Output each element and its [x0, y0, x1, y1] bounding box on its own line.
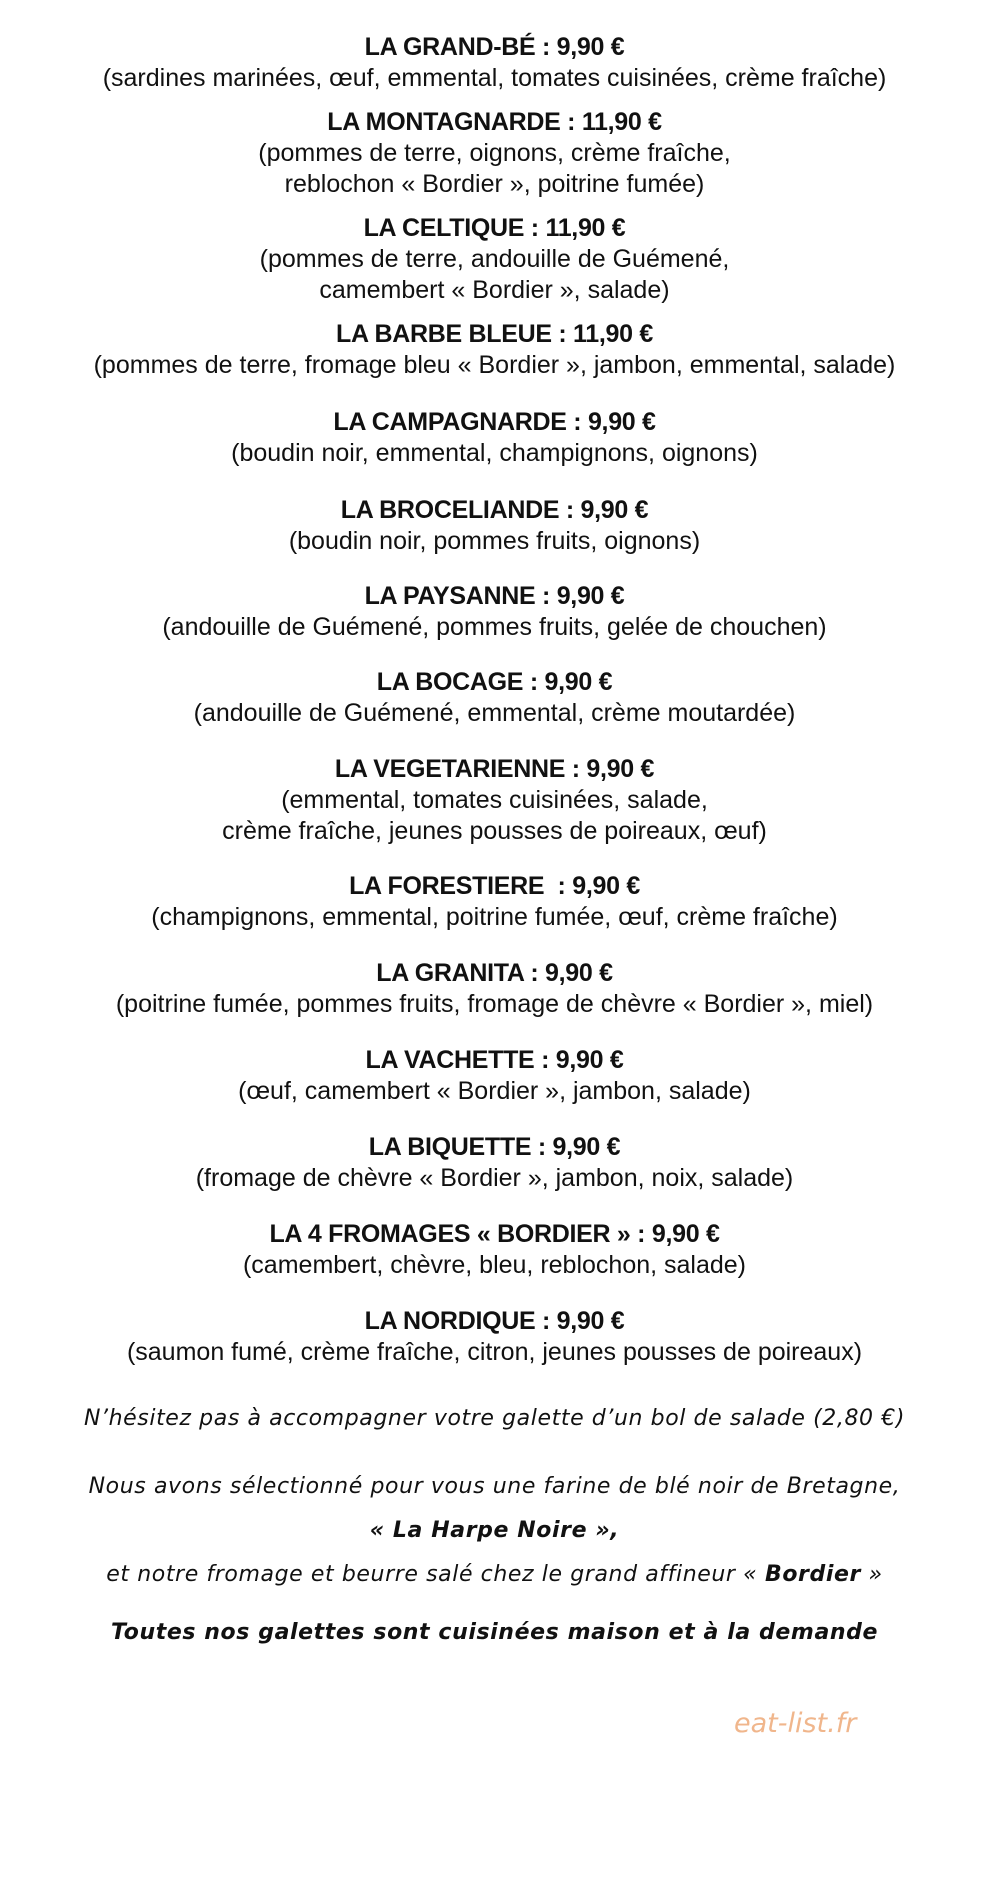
flour-brand: « La Harpe Noire »,	[369, 1518, 620, 1543]
menu-item-biquette	[0, 1132, 989, 1194]
menu-item-title: LA NORDIQUE : 9,90 €	[364, 1307, 625, 1335]
menu-item-description: (pommes de terre, andouille de Guémené,	[259, 245, 730, 273]
menu-item-montagnarde	[0, 107, 989, 200]
cheese-note-line	[0, 1553, 989, 1597]
menu-item-description: (boudin noir, emmental, champignons, oignons)	[231, 439, 758, 467]
menu-item-description: (camembert, chèvre, bleu, reblochon, salade)	[242, 1251, 747, 1279]
menu-item-4-fromages	[0, 1219, 989, 1281]
menu-item-description: (pommes de terre, oignons, crème fraîche,	[258, 139, 731, 167]
menu-item-granita	[0, 958, 989, 1020]
menu-item-description: reblochon « Bordier », poitrine fumée)	[284, 170, 705, 198]
flour-note	[0, 1465, 989, 1597]
menu-item-broceliande	[0, 495, 989, 557]
menu-item-description: (œuf, camembert « Bordier », jambon, salade)	[238, 1077, 751, 1105]
menu-item-forestiere	[0, 871, 989, 933]
menu-item-nordique	[0, 1306, 989, 1368]
menu-item-vegetarienne	[0, 754, 989, 847]
menu-item-title: LA BROCELIANDE : 9,90 €	[340, 496, 649, 524]
menu-item-description: (emmental, tomates cuisinées, salade,	[281, 786, 708, 814]
menu-item-title: LA GRANITA : 9,90 €	[376, 959, 613, 987]
menu-item-campagnarde	[0, 407, 989, 469]
flour-note-line: Nous avons sélectionné pour vous une farine de blé noir de Bretagne,	[88, 1474, 901, 1499]
watermark-logo: eat-list.fr	[734, 1708, 857, 1739]
menu-item-bocage	[0, 667, 989, 729]
menu-item-title: LA BOCAGE : 9,90 €	[376, 668, 613, 696]
menu-item-title: LA PAYSANNE : 9,90 €	[364, 582, 625, 610]
affineur-name: Bordier	[764, 1562, 861, 1587]
menu-item-description: (saumon fumé, crème fraîche, citron, jeunes pousses de poireaux)	[126, 1338, 863, 1366]
menu-item-description: (andouille de Guémené, pommes fruits, gelée de chouchen)	[162, 613, 827, 641]
salad-note: N’hésitez pas à accompagner votre galette d’un bol de salade (2,80 €)	[83, 1406, 906, 1431]
menu-list	[0, 32, 989, 1368]
menu-item-description: camembert « Bordier », salade)	[319, 276, 670, 304]
menu-item-title: LA MONTAGNARDE : 11,90 €	[327, 108, 662, 136]
menu-item-grand-be	[0, 32, 989, 94]
menu-item-celtique	[0, 213, 989, 306]
menu-item-barbe-bleue	[0, 319, 989, 381]
menu-item-title: LA 4 FROMAGES « BORDIER » : 9,90 €	[269, 1220, 720, 1248]
menu-item-description: (champignons, emmental, poitrine fumée, œuf, crème fraîche)	[151, 903, 838, 931]
menu-item-description: (boudin noir, pommes fruits, oignons)	[288, 527, 701, 555]
menu-item-title: LA CELTIQUE : 11,90 €	[363, 214, 626, 242]
menu-item-title: LA BARBE BLEUE : 11,90 €	[336, 320, 653, 348]
menu-item-title: LA VEGETARIENNE : 9,90 €	[334, 755, 655, 783]
menu-item-title: LA FORESTIERE : 9,90 €	[349, 872, 640, 900]
menu-item-description: (sardines marinées, œuf, emmental, tomates cuisinées, crème fraîche)	[102, 64, 887, 92]
menu-item-title: LA GRAND-BÉ : 9,90 €	[364, 33, 625, 61]
menu-item-title: LA CAMPAGNARDE : 9,90 €	[333, 408, 656, 436]
menu-item-vachette	[0, 1045, 989, 1107]
menu-item-title: LA BIQUETTE : 9,90 €	[368, 1133, 621, 1161]
menu-item-description: crème fraîche, jeunes pousses de poireaux, œuf)	[222, 817, 767, 845]
cheese-note-text: et notre fromage et beurre salé chez le grand affineur «	[106, 1562, 758, 1587]
menu-notes	[0, 1405, 989, 1647]
menu-item-title: LA VACHETTE : 9,90 €	[365, 1046, 624, 1074]
homemade-note: Toutes nos galettes sont cuisinées maison et à la demande	[110, 1620, 879, 1645]
menu-item-description: (fromage de chèvre « Bordier », jambon, noix, salade)	[195, 1164, 794, 1192]
menu-item-description: (pommes de terre, fromage bleu « Bordier », jambon, emmental, salade)	[93, 351, 896, 379]
menu-item-description: (andouille de Guémené, emmental, crème moutardée)	[193, 699, 796, 727]
closing-quote: »	[868, 1562, 883, 1587]
menu-item-description: (poitrine fumée, pommes fruits, fromage de chèvre « Bordier », miel)	[115, 990, 874, 1018]
menu-item-paysanne	[0, 581, 989, 643]
